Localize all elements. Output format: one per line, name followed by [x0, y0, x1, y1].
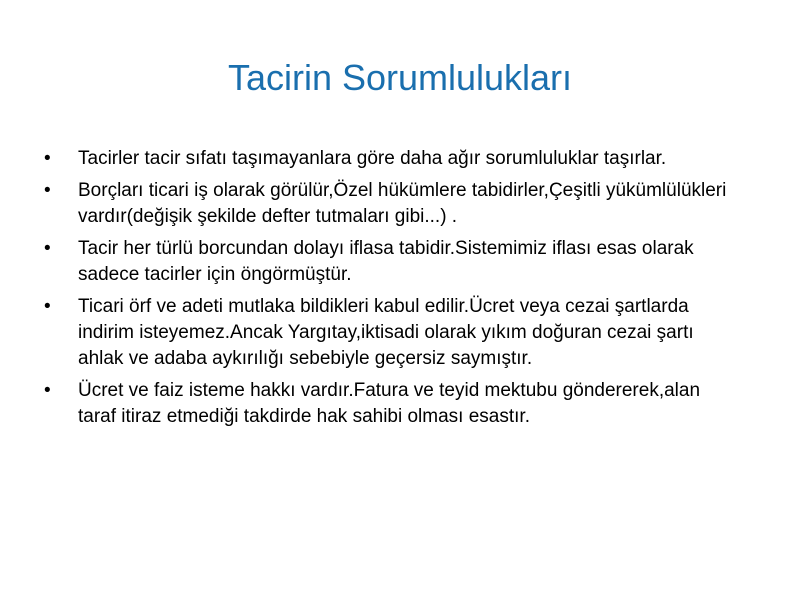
list-item — [42, 178, 742, 230]
slide-title: Tacirin Sorumlulukları — [227, 57, 573, 98]
bullet-icon: • — [44, 296, 51, 317]
list-item — [42, 236, 742, 288]
bullet-list — [42, 146, 742, 436]
bullet-icon: • — [44, 380, 51, 401]
bullet-icon: • — [44, 180, 51, 201]
bullet-text: Ticari örf ve adeti mutlaka bildikleri kabul edilir.Ücret veya cezai şartlarda indirim isteyemez.Ancak Yargıtay,iktisadi olarak yıkım doğuran cezai şartı ahlak ve adaba aykırılığı sebebiyle geçersiz saymıştır. — [78, 296, 694, 369]
bullet-text: Ücret ve faiz isteme hakkı vardır.Fatura ve teyid mektubu göndererek,alan taraf itiraz etmediği takdirde hak sahibi olması esastır. — [78, 380, 701, 427]
list-item — [42, 146, 742, 172]
bullet-text: Tacir her türlü borcundan dolayı iflasa tabidir.Sistemimiz iflası esas olarak sadece tacirler için öngörmüştür. — [78, 238, 694, 285]
list-item — [42, 378, 742, 430]
bullet-icon: • — [44, 238, 51, 259]
bullet-text: Tacirler tacir sıfatı taşımayanlara göre daha ağır sorumluluklar taşırlar. — [78, 148, 667, 169]
bullet-icon: • — [44, 148, 51, 169]
list-item — [42, 294, 742, 372]
bullet-text: Borçları ticari iş olarak görülür,Özel hükümlere tabidirler,Çeşitli yükümlülükleri vardır(değişik şekilde defter tutmaları gibi...) . — [78, 180, 727, 227]
